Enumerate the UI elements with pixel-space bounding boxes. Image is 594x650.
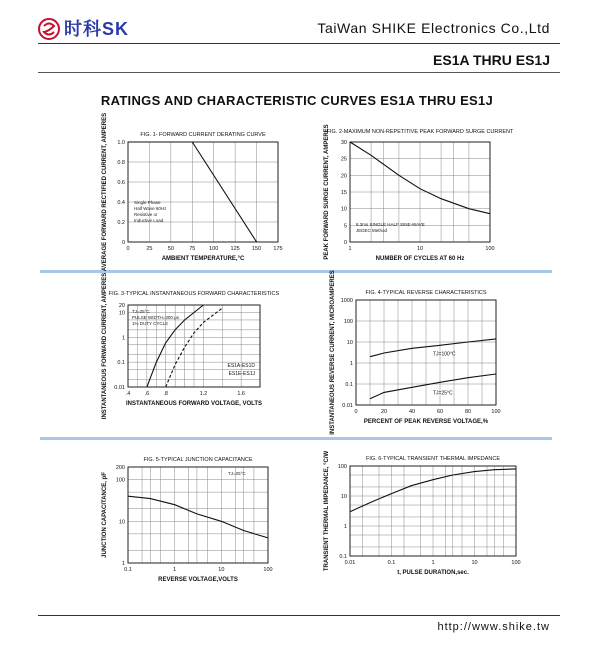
x-tick-label: 100 xyxy=(511,560,521,566)
x-tick-label: 0.1 xyxy=(124,567,132,573)
x-tick-label: 1 xyxy=(431,560,435,566)
part-series: ES1A THRU ES1J xyxy=(433,52,550,68)
x-tick-label: 0 xyxy=(354,409,358,415)
chart-annotation: Half Wave 60Hz xyxy=(134,206,167,211)
page-title: RATINGS AND CHARACTERISTIC CURVES ES1A THRU ES1J xyxy=(100,93,494,108)
y-tick-label: 10 xyxy=(118,310,125,317)
y-tick-label: 200 xyxy=(115,465,125,471)
footer-rule xyxy=(38,615,560,616)
series-label: ES1E-ES1J xyxy=(228,371,255,377)
x-tick-label: 10 xyxy=(218,567,225,573)
y-tick-label: 1000 xyxy=(340,298,353,304)
x-axis-label: PERCENT OF PEAK REVERSE VOLTAGE,% xyxy=(363,419,489,425)
x-axis-label: t, PULSE DURATION,sec. xyxy=(397,570,469,576)
chart-title: FIG. 6-TYPICAL TRANSIENT THERMAL IMPEDANCE xyxy=(365,456,501,462)
x-tick-label: 50 xyxy=(167,246,174,252)
x-tick-label: 125 xyxy=(230,246,240,252)
y-axis-label: INSTANTANEOUS REVERSE CURRENT, MICROAMPERES xyxy=(330,270,336,435)
chart-annotation: 1% DUTY CYCLE xyxy=(132,321,169,326)
x-tick-label: 1 xyxy=(173,567,177,573)
x-tick-label: .8 xyxy=(163,391,169,397)
plot-frame xyxy=(128,467,268,563)
x-tick-label: 175 xyxy=(273,246,283,252)
y-tick-label: 0 xyxy=(121,240,125,246)
y-axis-label: JUNCTION CAPACITANCE, pF xyxy=(102,472,108,558)
x-tick-label: 60 xyxy=(436,409,444,415)
y-tick-label: 0.1 xyxy=(339,554,347,560)
chart-title: FIG. 3-TYPICAL INSTANTANEOUS FORWARD CHARACTERISTICS xyxy=(108,291,280,297)
x-axis-label: AMBIENT TEMPERATURE,°C xyxy=(161,256,245,262)
chart-title: FIG. 4-TYPICAL REVERSE CHARACTERISTICS xyxy=(365,290,487,296)
x-axis-label: NUMBER OF CYCLES AT 60 Hz xyxy=(375,256,465,262)
x-tick-label: 80 xyxy=(464,409,472,415)
y-tick-label: 5 xyxy=(343,223,347,230)
x-tick-label: 25 xyxy=(146,246,153,252)
chart-title: FIG. 5-TYPICAL JUNCTION CAPACITANCE xyxy=(143,457,253,463)
y-tick-label: 10 xyxy=(118,519,125,526)
x-tick-label: 1.6 xyxy=(237,391,245,397)
y-tick-label: 1 xyxy=(349,361,353,367)
y-tick-label: 0.2 xyxy=(117,220,125,226)
x-tick-label: 40 xyxy=(408,409,416,415)
chart-annotation: PULSE WIDTH=300 μs xyxy=(132,315,179,320)
y-tick-label: 15 xyxy=(340,190,347,196)
y-tick-label: 10 xyxy=(346,340,353,346)
y-tick-label: 1 xyxy=(343,524,347,530)
series-label: TJ=25°C xyxy=(433,390,453,397)
series-label: TJ=100°C xyxy=(433,351,456,358)
x-tick-label: 0.01 xyxy=(344,560,356,566)
x-tick-label: 100 xyxy=(491,409,501,415)
y-tick-label: 0.1 xyxy=(345,382,353,388)
y-tick-label: 1 xyxy=(121,561,125,567)
y-tick-label: 0.01 xyxy=(114,385,125,391)
series-line xyxy=(128,496,268,538)
series-label: ES1A-ES1D xyxy=(227,363,255,369)
x-tick-label: 1.2 xyxy=(199,391,208,397)
website-link[interactable]: http://www.shike.tw xyxy=(437,621,550,633)
x-tick-label: 1 xyxy=(348,246,352,252)
x-tick-label: 100 xyxy=(485,246,495,252)
x-tick-label: 75 xyxy=(189,246,196,252)
y-tick-label: 0.4 xyxy=(117,200,125,206)
plot-frame xyxy=(128,142,278,242)
y-axis-label: INSTANTANEOUS FORWARD CURRENT, AMPERES xyxy=(102,272,108,420)
y-tick-label: 30 xyxy=(340,140,347,146)
y-tick-label: 0.01 xyxy=(342,403,353,409)
chart-annotation: 8.3ms SINGLE HALF SINE-WAVE xyxy=(356,222,425,227)
y-tick-label: 20 xyxy=(118,303,125,309)
x-tick-label: 100 xyxy=(209,246,219,252)
x-tick-label: 10 xyxy=(416,246,424,252)
y-tick-label: 100 xyxy=(115,477,125,484)
x-tick-label: 20 xyxy=(380,409,388,415)
chart-annotation: JEDEC Method xyxy=(356,228,388,233)
y-axis-label: TRANSIENT THERMAL IMPEDANCE, °C/W xyxy=(324,450,330,572)
y-tick-label: 0.6 xyxy=(117,180,125,186)
x-axis-label: REVERSE VOLTAGE,VOLTS xyxy=(158,577,238,583)
y-tick-label: 1.0 xyxy=(117,140,125,146)
y-axis-label: PEAK FORWARD SURGE CURRENT, AMPERES xyxy=(324,124,330,260)
y-axis-label: AVERAGE FORWARD RECTIFIED CURRENT, AMPERES xyxy=(102,112,108,272)
chart-annotation: Resistive or xyxy=(134,212,158,217)
y-tick-label: 1 xyxy=(121,335,125,342)
company-name: TaiWan SHIKE Electronics Co.,Ltd xyxy=(317,20,550,36)
logo-text: 时科SK xyxy=(64,19,130,39)
y-tick-label: 25 xyxy=(340,156,347,163)
y-tick-label: 0 xyxy=(343,240,347,246)
chart-annotation: TJ=25°C xyxy=(228,471,246,476)
y-tick-label: 10 xyxy=(340,206,347,213)
chart-annotation: Inductive Load xyxy=(134,218,164,223)
y-tick-label: 20 xyxy=(340,173,347,180)
y-tick-label: 0.8 xyxy=(117,160,125,166)
chart-annotation: Single Phase xyxy=(134,200,161,205)
x-tick-label: 100 xyxy=(263,567,273,573)
y-tick-label: 100 xyxy=(337,464,347,470)
x-tick-label: 0.1 xyxy=(387,560,396,566)
x-tick-label: .6 xyxy=(144,391,150,397)
chart-annotation: TJ=25°C xyxy=(132,309,150,314)
y-tick-label: 0.1 xyxy=(117,360,125,367)
x-tick-label: .4 xyxy=(125,391,131,397)
y-tick-label: 100 xyxy=(343,319,353,325)
x-tick-label: 10 xyxy=(471,560,478,566)
chart-title: FIG. 1- FORWARD CURRENT DERATING CURVE xyxy=(140,132,266,138)
chart-title: FIG. 2-MAXIMUM NON-REPETITIVE PEAK FORWARD SURGE CURRENT xyxy=(326,129,514,135)
x-tick-label: 0 xyxy=(126,246,130,252)
x-tick-label: 150 xyxy=(251,246,262,252)
y-tick-label: 10 xyxy=(340,494,347,500)
x-axis-label: INSTANTANEOUS FORWARD VOLTAGE, VOLTS xyxy=(126,401,262,407)
